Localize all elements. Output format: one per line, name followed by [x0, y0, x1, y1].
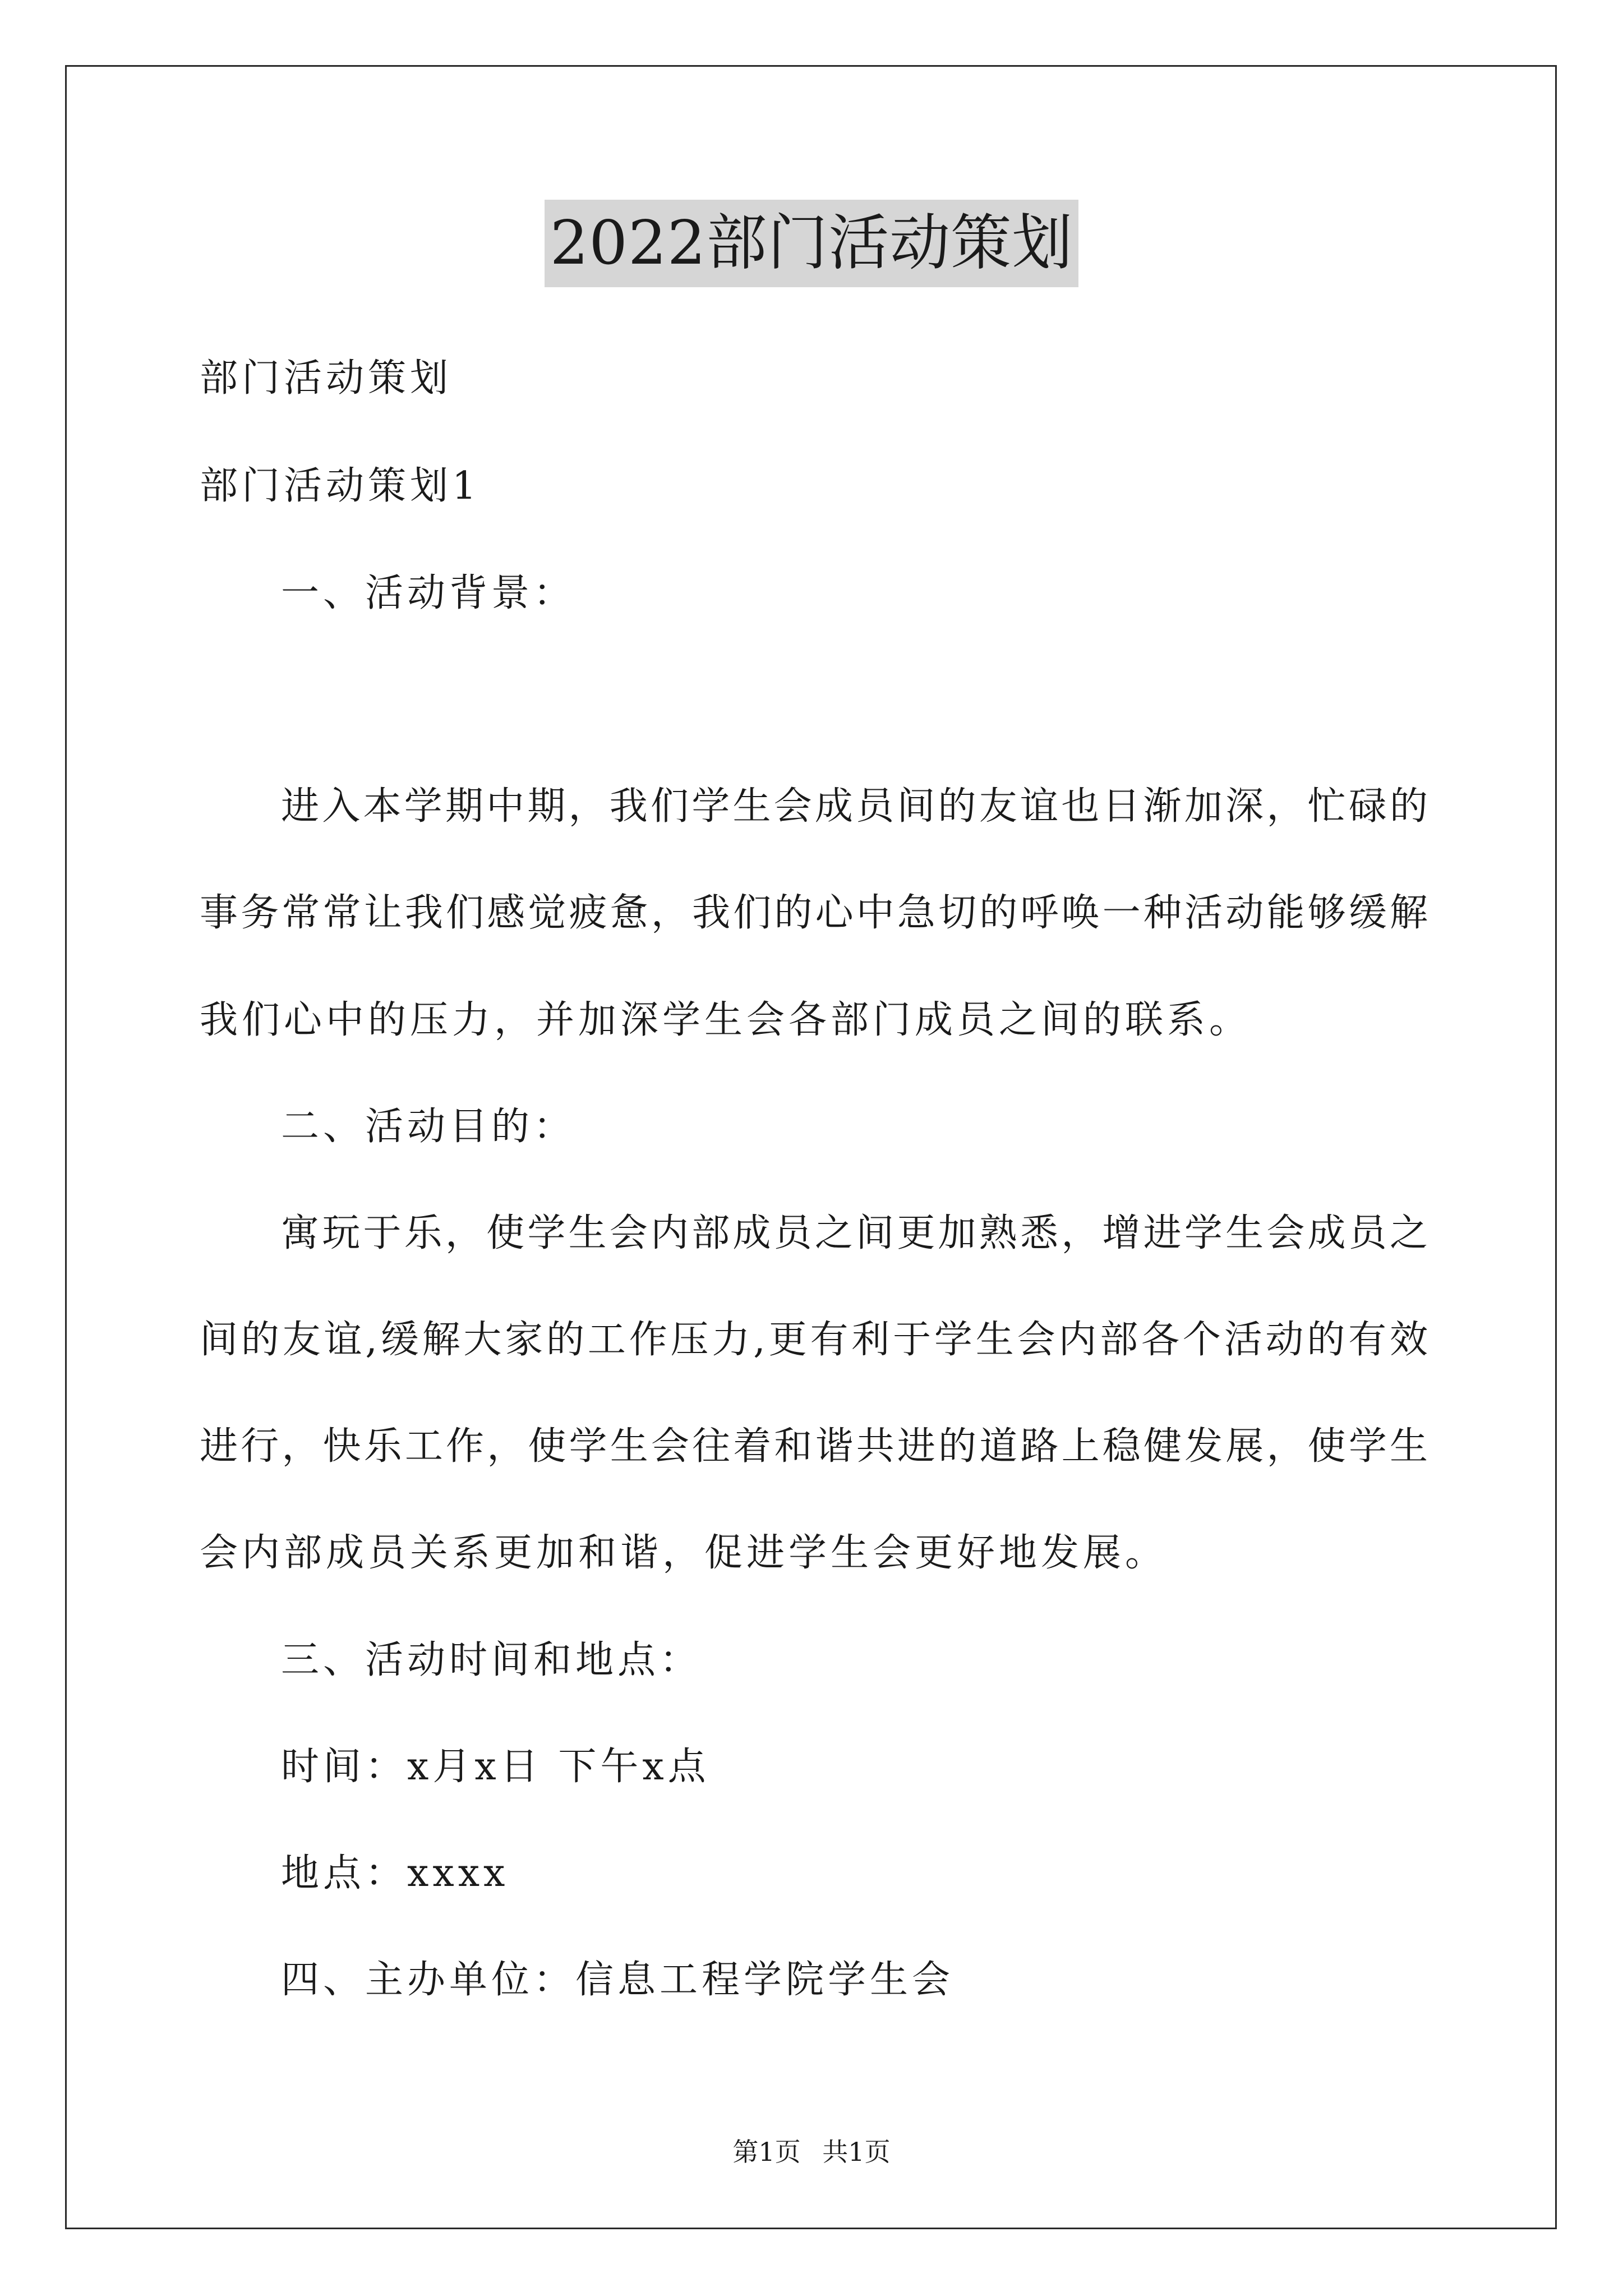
page-footer: 第1页 共1页 — [732, 2137, 891, 2167]
paragraph-line: 事务常常让我们感觉疲惫，我们的心中急切的呼唤一种活动能够缓解 — [200, 891, 1428, 935]
heading-department-plan: 部门活动策划 — [200, 356, 453, 401]
title-container — [0, 200, 1623, 287]
heading-plan-1: 部门活动策划1 — [200, 464, 481, 508]
paragraph-line: 进行，快乐工作，使学生会往着和谐共进的道路上稳健发展，使学生 — [200, 1424, 1428, 1469]
document-title: 2022部门活动策划 — [545, 200, 1079, 287]
place-line: 地点：xxxx — [281, 1851, 509, 1895]
section-heading-time-place: 三、活动时间和地点： — [281, 1638, 702, 1682]
paragraph-line: 寓玩于乐，使学生会内部成员之间更加熟悉，增进学生会成员之 — [281, 1211, 1428, 1255]
paragraph-line: 我们心中的压力，并加深学生会各部门成员之间的联系。 — [200, 998, 1252, 1042]
section-heading-organizer: 四、主办单位：信息工程学院学生会 — [281, 1958, 955, 2002]
section-heading-purpose: 二、活动目的： — [281, 1105, 576, 1149]
paragraph-line: 间的友谊,缓解大家的工作压力,更有利于学生会内部各个活动的有效 — [200, 1318, 1428, 1362]
paragraph-line: 进入本学期中期，我们学生会成员间的友谊也日渐加深，忙碌的 — [281, 784, 1428, 829]
paragraph-line: 会内部成员关系更加和谐，促进学生会更好地发展。 — [200, 1531, 1168, 1575]
section-heading-background: 一、活动背景： — [281, 571, 576, 615]
time-line: 时间：x月x日 下午x点 — [281, 1745, 710, 1789]
